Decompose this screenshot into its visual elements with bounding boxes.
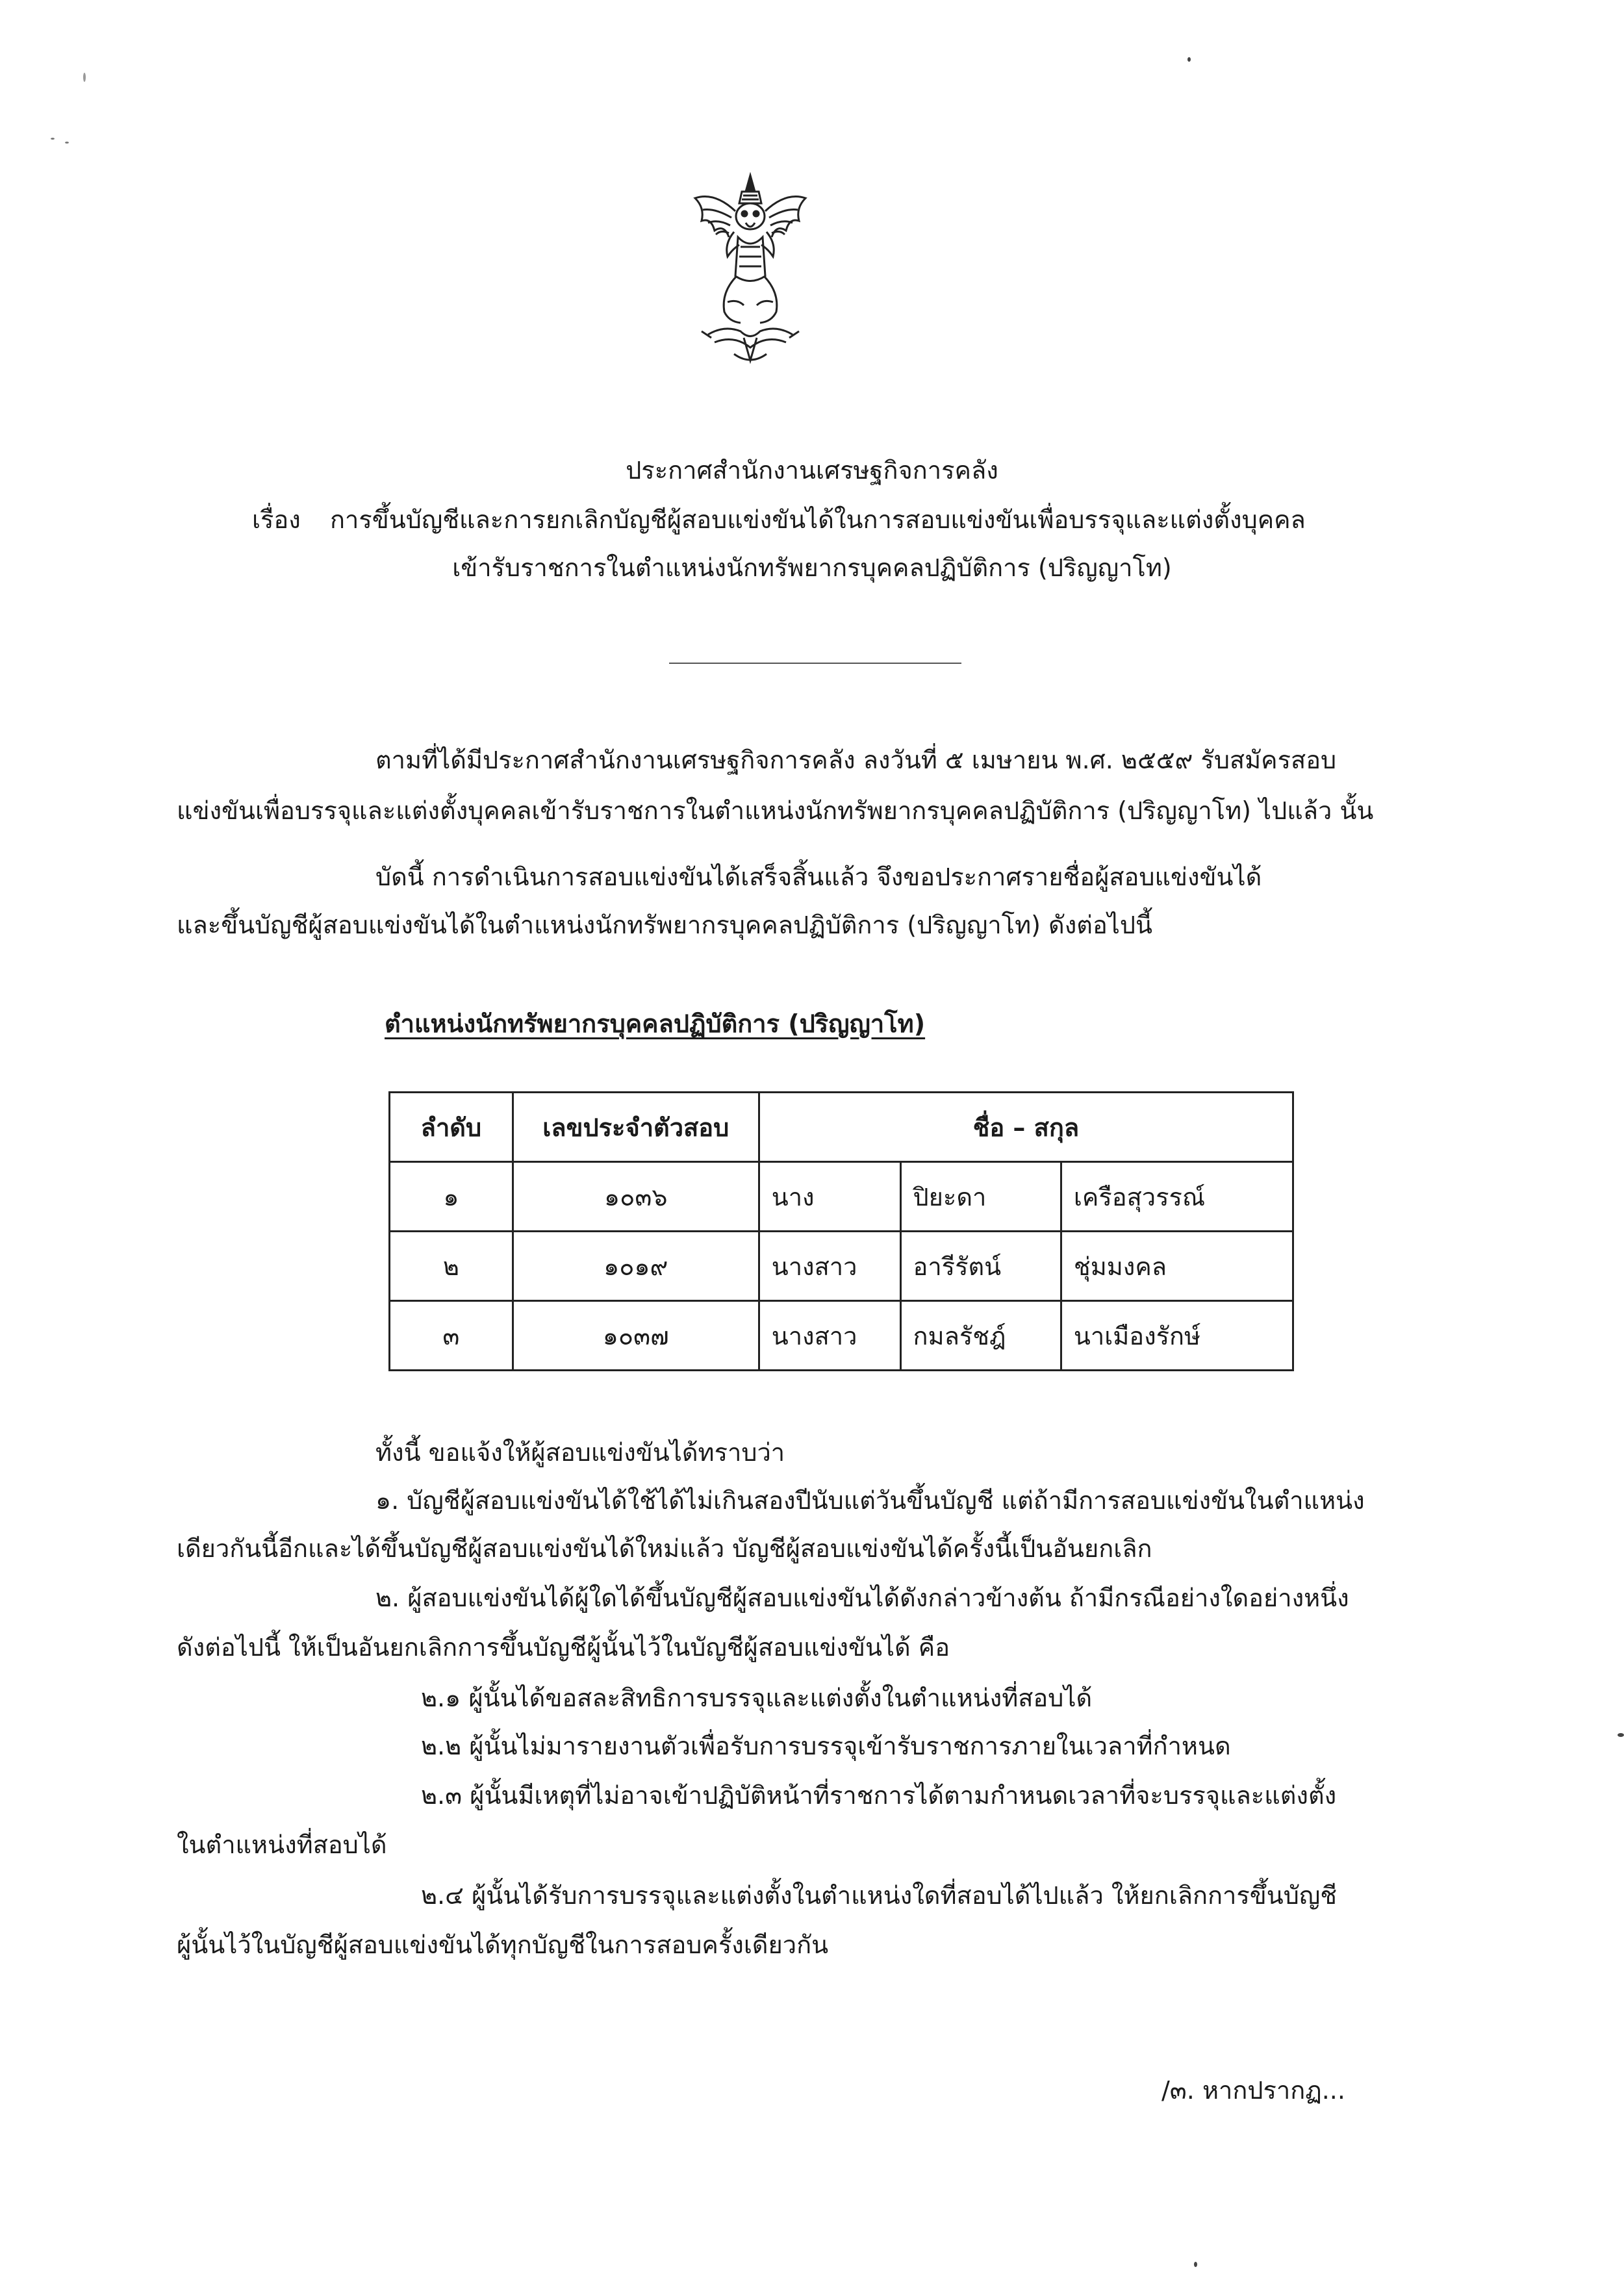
paragraph-1-line-1: ตามที่ได้มีประกาศสำนักงานเศรษฐกิจการคลัง ลงวันที่ ๕ เมษายน พ.ศ. ๒๕๕๙ รับสมัครสอบ xyxy=(375,746,1337,774)
cell-order: ๒ xyxy=(390,1232,513,1301)
garuda-emblem-icon xyxy=(689,172,812,367)
subject-line-2: เข้ารับราชการในตำแหน่งนักทรัพยากรบุคคลปฏิบัติการ (ปริญญาโท) xyxy=(452,553,1172,582)
page-continuation: /๓. หากปรากฏ... xyxy=(1161,2076,1345,2105)
cell-order: ๑ xyxy=(390,1162,513,1232)
scan-speck xyxy=(1194,2262,1197,2267)
notice-item-2-line-2: ดังต่อไปนี้ ให้เป็นอันยกเลิกการขึ้นบัญชีผู้นั้นไว้ในบัญชีผู้สอบแข่งขันได้ คือ xyxy=(177,1633,950,1662)
notice-sub-item-2-3-line-1: ๒.๓ ผู้นั้นมีเหตุที่ไม่อาจเข้าปฏิบัติหน้าที่ราชการได้ตามกำหนดเวลาที่จะบรรจุและแต่งตั้ง xyxy=(421,1781,1337,1810)
subject-line-1: การขึ้นบัญชีและการยกเลิกบัญชีผู้สอบแข่งขันได้ในการสอบแข่งขันเพื่อบรรจุและแต่งตั้งบุคคล xyxy=(330,505,1306,534)
cell-exam-id: ๑๐๓๗ xyxy=(513,1301,759,1371)
cell-first-name: ปิยะดา xyxy=(900,1162,1061,1232)
announcement-title: ประกาศสำนักงานเศรษฐกิจการคลัง xyxy=(626,456,998,485)
subject-label: เรื่อง xyxy=(252,505,301,534)
table-header-row xyxy=(390,1093,1293,1162)
cell-title: นางสาว xyxy=(759,1232,900,1301)
scan-speck xyxy=(1618,1733,1624,1737)
notice-sub-item-2-4-line-1: ๒.๔ ผู้นั้นได้รับการบรรจุและแต่งตั้งในตำแหน่งใดที่สอบได้ไปแล้ว ให้ยกเลิกการขึ้นบัญชี xyxy=(421,1881,1338,1910)
notice-sub-item-2-1: ๒.๑ ผู้นั้นได้ขอสละสิทธิการบรรจุและแต่งตั้งในตำแหน่งที่สอบได้ xyxy=(421,1684,1093,1712)
header-order: ลำดับ xyxy=(390,1093,513,1162)
paragraph-2-line-2: และขึ้นบัญชีผู้สอบแข่งขันได้ในตำแหน่งนักทรัพยากรบุคคลปฏิบัติการ (ปริญญาโท) ดังต่อไปนี้ xyxy=(177,911,1153,939)
cell-first-name: กมลรัชฎ์ xyxy=(900,1301,1061,1371)
table-row xyxy=(390,1162,1293,1232)
cell-title: นาง xyxy=(759,1162,900,1232)
scan-speck xyxy=(65,142,69,144)
cell-last-name: ชุ่มมงคล xyxy=(1061,1232,1293,1301)
header-exam-id: เลขประจำตัวสอบ xyxy=(513,1093,759,1162)
notice-intro: ทั้งนี้ ขอแจ้งให้ผู้สอบแข่งขันได้ทราบว่า xyxy=(375,1438,785,1467)
notice-item-2-line-1: ๒. ผู้สอบแข่งขันได้ผู้ใดได้ขึ้นบัญชีผู้สอบแข่งขันได้ดังกล่าวข้างต้น ถ้ามีกรณีอย่างใดอย่างหนึ่ง xyxy=(375,1584,1349,1612)
cell-exam-id: ๑๐๑๙ xyxy=(513,1232,759,1301)
scan-speck xyxy=(51,138,55,140)
notice-sub-item-2-4-line-2: ผู้นั้นไว้ในบัญชีผู้สอบแข่งขันได้ทุกบัญชีในการสอบครั้งเดียวกัน xyxy=(177,1931,829,1959)
notice-item-1-line-1: ๑. บัญชีผู้สอบแข่งขันได้ใช้ได้ไม่เกินสองปีนับแต่วันขึ้นบัญชี แต่ถ้ามีการสอบแข่งขันในตำแหน่ง xyxy=(375,1486,1365,1515)
header-name: ชื่อ – สกุล xyxy=(759,1093,1293,1162)
scan-speck xyxy=(83,73,86,82)
header-divider xyxy=(669,663,961,664)
paragraph-2-line-1: บัดนี้ การดำเนินการสอบแข่งขันได้เสร็จสิ้นแล้ว จึงขอประกาศรายชื่อผู้สอบแข่งขันได้ xyxy=(375,863,1262,891)
cell-exam-id: ๑๐๓๖ xyxy=(513,1162,759,1232)
cell-last-name: นาเมืองรักษ์ xyxy=(1061,1301,1293,1371)
position-heading: ตำแหน่งนักทรัพยากรบุคคลปฏิบัติการ (ปริญญาโท) xyxy=(385,1009,926,1038)
table-row xyxy=(390,1232,1293,1301)
scan-speck xyxy=(1187,57,1191,62)
notice-sub-item-2-3-line-2: ในตำแหน่งที่สอบได้ xyxy=(177,1830,387,1859)
cell-first-name: อารีรัตน์ xyxy=(900,1232,1061,1301)
paragraph-1-line-2: แข่งขันเพื่อบรรจุและแต่งตั้งบุคคลเข้ารับราชการในตำแหน่งนักทรัพยากรบุคคลปฏิบัติการ (ปริญญาโท) ไปแล้ว นั้น xyxy=(177,796,1374,825)
cell-order: ๓ xyxy=(390,1301,513,1371)
cell-title: นางสาว xyxy=(759,1301,900,1371)
notice-sub-item-2-2: ๒.๒ ผู้นั้นไม่มารายงานตัวเพื่อรับการบรรจุเข้ารับราชการภายในเวลาที่กำหนด xyxy=(421,1732,1231,1760)
candidate-table xyxy=(388,1091,1294,1371)
cell-last-name: เครือสุวรรณ์ xyxy=(1061,1162,1293,1232)
notice-item-1-line-2: เดียวกันนี้อีกและได้ขึ้นบัญชีผู้สอบแข่งขันได้ใหม่แล้ว บัญชีผู้สอบแข่งขันได้ครั้งนี้เป็นอันยกเลิก xyxy=(177,1534,1152,1563)
table-row xyxy=(390,1301,1293,1371)
